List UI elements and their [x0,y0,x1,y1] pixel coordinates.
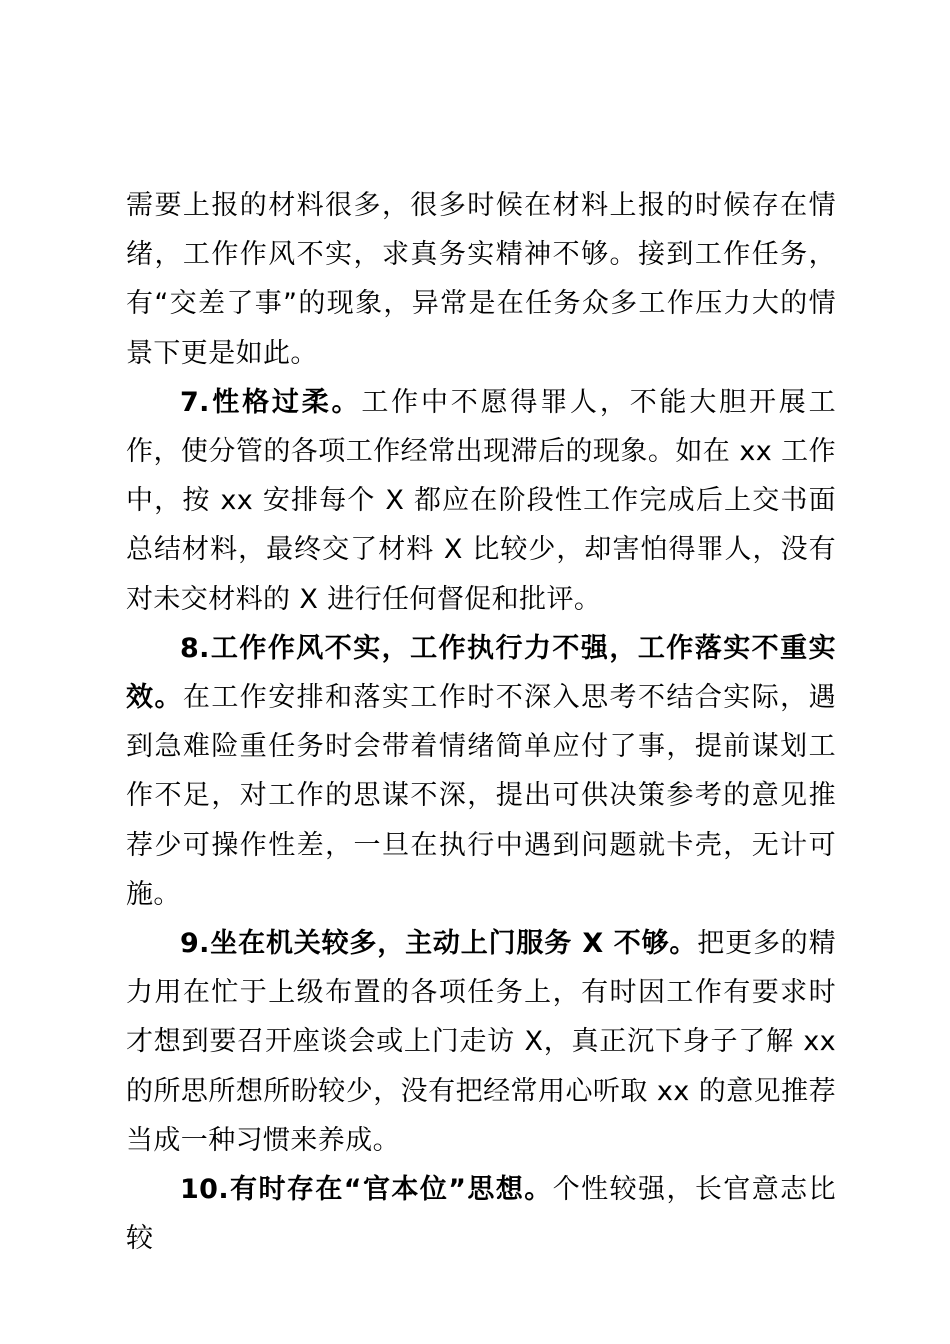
paragraph-body: 把更多的精力用在忙于上级布置的各项任务上，有时因工作有要求时才想到要召开座谈会或上门走访 X，真正沉下身子了解 xx 的所思所想所盼较少，没有把经常用心听取 xx 的意见推荐当成一种习惯来养成。 [126,928,837,1156]
paragraph-body: 工作中不愿得罪人，不能大胆开展工作，使分管的各项工作经常出现滞后的现象。如在 xx 工作中，按 xx 安排每个 X 都应在阶段性工作完成后上交书面总结材料，最终交了材料 X 比较少，却害怕得罪人，没有对未交材料的 X 进行任何督促和批评。 [126,386,836,615]
paragraph-body: 在工作安排和落实工作时不深入思考不结合实际，遇到急难险重任务时会带着情绪简单应付了事，提前谋划工作不足，对工作的思谋不深，提出可供决策参考的意见推荐少可操作性差，一旦在执行中遇到问题就卡壳，无计可施。 [126,682,836,910]
paragraph-heading: 10.有时存在“官本位”思想。 [180,1174,553,1206]
paragraph-item-9 [126,919,836,1165]
paragraph-heading: 9.坐在机关较多，主动上门服务 X 不够。 [180,928,698,960]
paragraph-heading: 7.性格过柔。 [180,386,362,418]
paragraph-item-8 [126,624,836,919]
paragraph-item-10 [126,1165,836,1263]
paragraph-item-7 [126,378,836,624]
paragraph-heading: 8.工作作风不实，工作执行力不强，工作落实不重实效。 [126,632,836,714]
paragraph-continuation [126,181,836,378]
document-page [126,181,836,1263]
paragraph-body: 需要上报的材料很多，很多时候在材料上报的时候存在情绪，工作作风不实，求真务实精神不够。接到工作任务，有“交差了事”的现象，异常是在任务众多工作压力大的情景下更是如此。 [126,190,836,369]
paragraph-body: 个性较强，长官意志比较 [126,1174,836,1255]
